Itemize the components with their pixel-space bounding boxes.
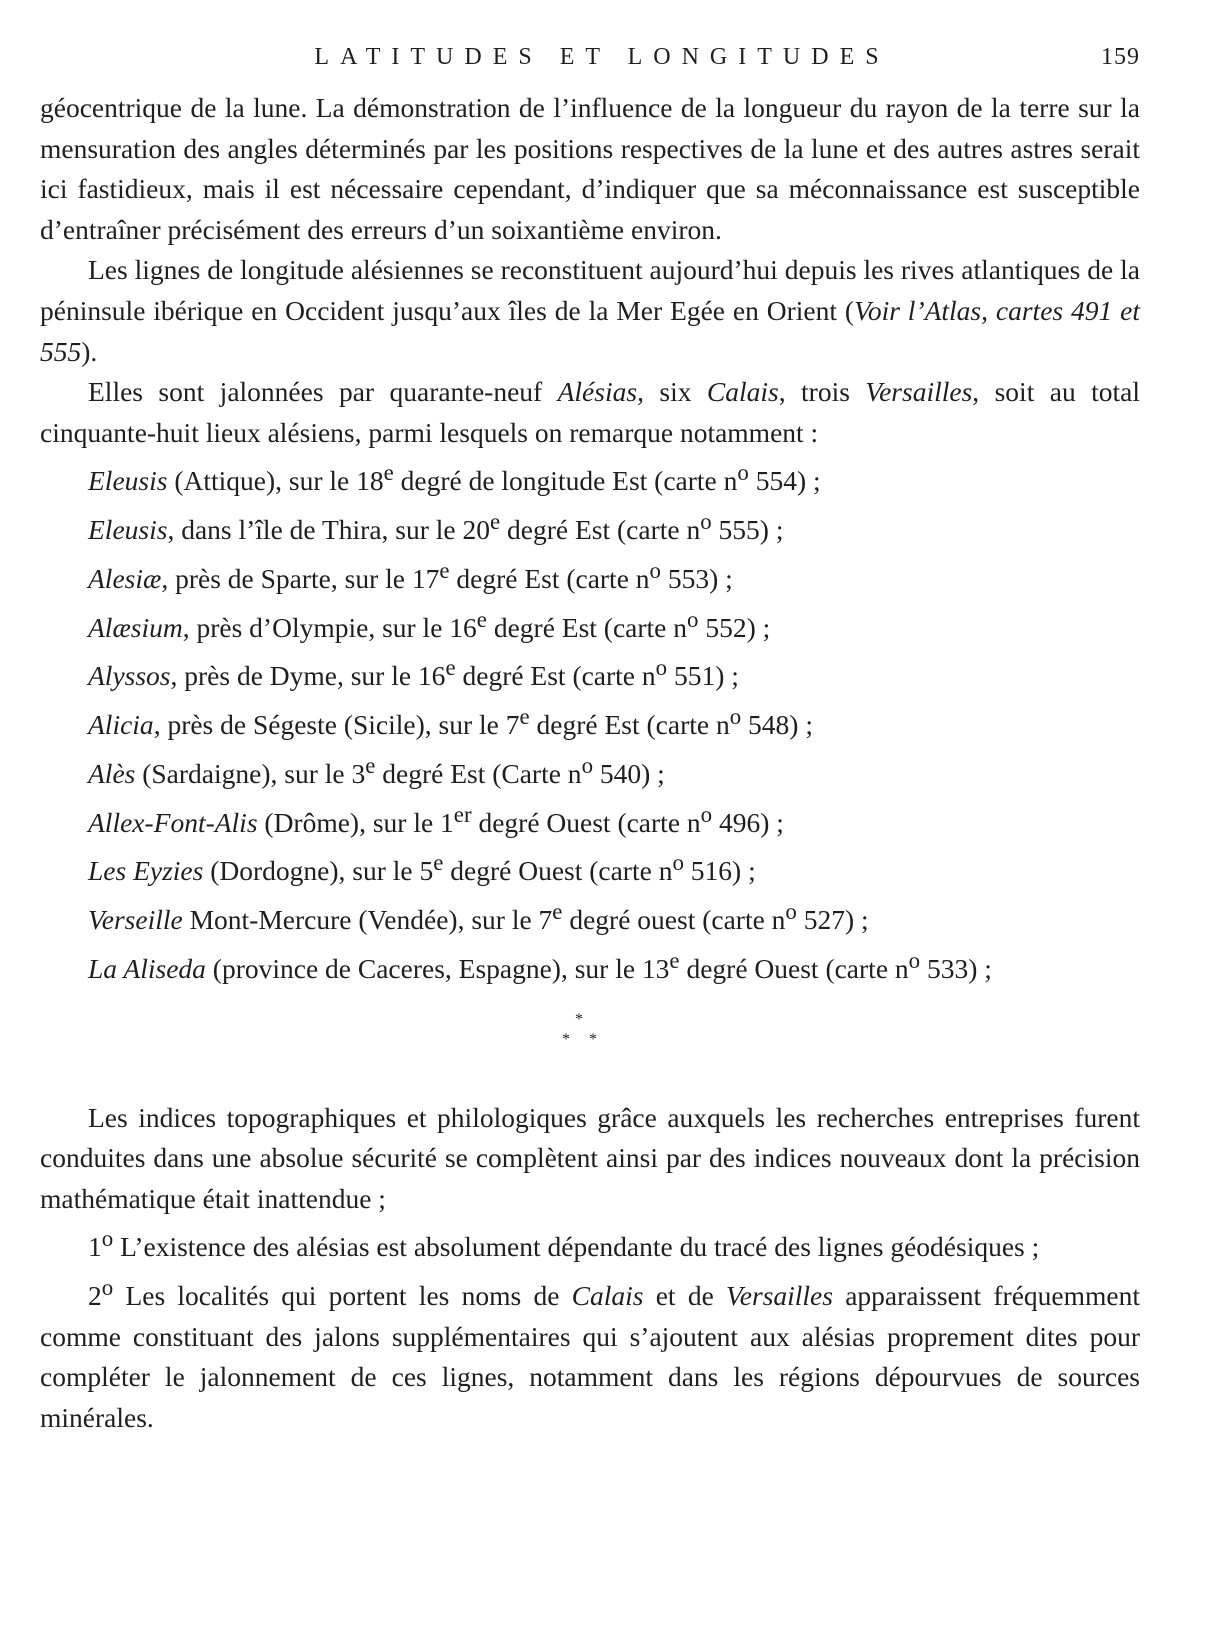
term-alesias: Alésias [557,376,638,408]
paragraph-text: Elles sont jalonnées par quarante-neuf [88,376,558,408]
place-description: (Attique), sur le 18 [167,465,384,497]
numero-superscript: o [700,801,713,827]
ordinal-superscript: e [552,899,563,925]
term-calais: Calais [706,376,779,408]
place-name: Verseille [88,904,183,936]
place-description: (Sardaigne), sur le 3 [135,758,366,789]
place-name: Alyssos [88,660,171,692]
paragraph-text: , soit au total cinquante-huit lieux alésiens, parmi lesquels on remarque notamment : [40,376,1141,448]
body-text [40,88,1140,990]
place-description: , près de Dyme, sur le 16 [170,660,446,692]
place-name: Eleusis [88,514,168,546]
list-item [40,697,1140,746]
numero-superscript: o [737,460,749,486]
place-description: degré Est (carte n [449,563,650,594]
ordinal-superscript: o [101,1226,114,1252]
ordinal-superscript: er [453,801,472,827]
atlas-reference: Voir l’Atlas, cartes 491 et 555 [40,294,1140,367]
ordinal-superscript: e [439,557,450,583]
point-number: 1 [88,1231,102,1263]
list-item [40,453,1140,502]
paragraph-text: Les lignes de longitude alésiennes se reconstituent aujourd’hui depuis les rives atlantiques de la péninsule ibérique en Occident jusqu’aux îles de la Mer Egée en Orient [40,254,1140,326]
paragraph-text: et de [643,1280,727,1312]
place-description: degré de longitude Est (carte n [393,465,738,497]
ordinal-superscript: e [519,704,530,730]
map-number: 496) ; [712,806,784,838]
map-number: 540) ; [593,758,665,789]
term-versailles: Versailles [726,1280,833,1312]
asterism-star: * [589,1030,597,1048]
section-indices [40,1098,1140,1439]
list-item [40,502,1140,551]
places-list [40,453,1140,989]
term-calais: Calais [571,1280,644,1312]
running-title: LATITUDES ET LONGITUDES [314,44,890,70]
ordinal-superscript: e [490,509,501,535]
book-page [40,44,1140,1584]
list-item [40,892,1140,941]
place-description: (Dordogne), sur le 5 [203,855,434,887]
page-number: 159 [1101,44,1140,70]
place-description: , près d’Olympie, sur le 16 [182,611,477,643]
numero-superscript: o [729,704,742,730]
paragraph-point-two [40,1268,1140,1439]
list-item [40,843,1140,892]
list-item [40,746,1140,795]
ordinal-superscript: e [433,850,444,876]
ordinal-superscript: o [101,1275,114,1301]
place-description: degré Est (carte n [486,611,687,643]
map-number: 555) ; [711,514,784,546]
place-description: (province de Caceres, Espagne), sur le 13 [205,953,670,984]
numero-superscript: o [672,850,684,876]
place-name: Alès [88,758,136,789]
asterism-star: * [562,1030,570,1048]
place-name: Alesiæ [88,563,162,594]
map-number: 553) ; [661,563,733,594]
place-description: Mont-Mercure (Vendée), sur le 7 [182,904,553,936]
numero-superscript: o [581,752,594,778]
asterism-divider [40,990,1140,1098]
place-description: degré Est (carte n [500,514,701,546]
place-description: degré Ouest (carte n [471,806,701,838]
paragraph-longitude-lines [40,250,1140,372]
place-description: , dans l’île de Thira, sur le 20 [167,514,490,546]
place-name: Eleusis [88,465,168,497]
map-number: 552) ; [698,611,771,643]
ordinal-superscript: e [476,606,487,632]
place-name: Alicia [88,709,154,741]
place-description: (Drôme), sur le 1 [257,806,454,838]
numero-superscript: o [785,899,797,925]
paragraph-text: , six [637,376,707,408]
list-item [40,600,1140,649]
paragraph-text: L’existence des alésias est absolument dépendante du tracé des lignes géodésiques ; [113,1231,1040,1263]
numero-superscript: o [655,655,668,681]
paragraph-continued: géocentrique de la lune. La démonstration de l’influence de la longueur du rayon de la terre sur la mensuration des angles déterminés par les positions respectives de la lune et des autres astres serait ici fastidieux, mais il est nécessaire cependant, d’indiquer que sa méconnaissance est susceptible d’entraîner précisément des erreurs d’un soixantième environ. [40,92,1140,245]
place-name: La Aliseda [88,953,206,984]
numero-superscript: o [649,557,661,583]
map-number: 548) ; [741,709,813,741]
ordinal-superscript: e [669,947,680,973]
paragraph-jalons [40,372,1140,453]
place-description: degré Est (carte n [455,660,656,692]
place-name: Alæsium [88,611,183,643]
numero-superscript: o [908,947,921,973]
paragraph-text: , trois [778,376,866,408]
ordinal-superscript: e [383,460,394,486]
place-description: , près de Ségeste (Sicile), sur le 7 [153,709,520,741]
map-number: 554) ; [748,465,821,497]
paragraph-indices: Les indices topographiques et philologiques grâce auxquels les recherches entreprises furent conduites dans une absolue sécurité se complètent ainsi par des indices nouveaux dont la précision mathématique était inattendue ; [40,1101,1140,1214]
ordinal-superscript: e [365,752,376,778]
place-name: Les Eyzies [88,855,204,887]
list-item [40,941,1140,990]
map-number: 533) ; [920,953,992,984]
place-description: , près de Sparte, sur le 17 [161,563,440,594]
place-description: degré ouest (carte n [562,904,786,936]
list-item [40,795,1140,844]
place-name: Allex-Font-Alis [88,806,258,838]
paragraph-text: apparaissent fréquemment comme constituant des jalons supplémentaires qui s’ajoutent aux alésias proprement dites pour compléter le jalonnement de ces lignes, notamment dans les régions dépourvues de sources minérales. [40,1280,1140,1434]
map-number: 516) ; [683,855,756,887]
paragraph-point-one [40,1219,1140,1268]
numero-superscript: o [700,509,712,535]
term-versailles: Versailles [865,376,973,408]
list-item [40,551,1140,600]
place-description: degré Est (Carte n [375,758,582,789]
place-description: degré Est (carte n [529,709,730,741]
place-description: degré Ouest (carte n [679,953,909,984]
point-number: 2 [88,1280,102,1312]
place-description: degré Ouest (carte n [443,855,673,887]
numero-superscript: o [687,606,699,632]
paragraph-text: Les localités qui portent les noms de [113,1280,572,1312]
ordinal-superscript: e [445,655,456,681]
reference-close: ). [81,335,98,367]
map-number: 551) ; [667,660,739,692]
reference-open: ( [837,294,855,326]
list-item [40,648,1140,697]
running-head [40,44,1140,84]
asterism-star: * [575,1010,583,1028]
map-number: 527) ; [796,904,869,936]
